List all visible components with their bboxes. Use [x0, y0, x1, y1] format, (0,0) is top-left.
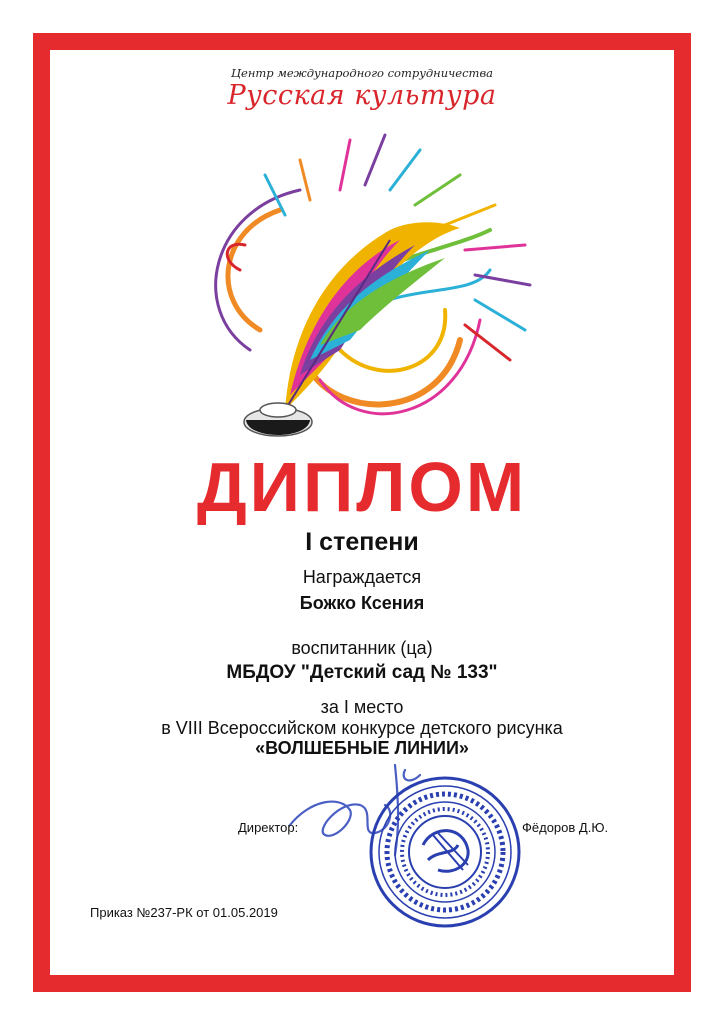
- contest-text: в VIII Всероссийском конкурсе детского рисунка: [161, 718, 563, 738]
- diploma-degree: I степени: [305, 528, 419, 556]
- contest-name: «ВОЛШЕБНЫЕ ЛИНИИ»: [255, 738, 469, 758]
- official-seal-stamp: [368, 775, 523, 930]
- recipient-name: Божко Ксения: [299, 593, 425, 613]
- director-name: Фёдоров Д.Ю.: [522, 820, 609, 835]
- awarded-label: Награждается: [302, 567, 422, 587]
- place-text: за I место: [320, 697, 404, 717]
- institution-name: МБДОУ "Детский сад № 133": [226, 662, 498, 683]
- feather-quill-illustration: [190, 120, 550, 460]
- order-number: Приказ №237-РК от 01.05.2019: [90, 905, 278, 920]
- organization-subtitle: Центр международного сотрудничества: [230, 66, 494, 80]
- director-label: Директор:: [238, 820, 299, 835]
- diploma-title: ДИПЛОМ: [196, 448, 528, 526]
- recipient-role: воспитанник (ца): [291, 638, 433, 658]
- organization-name: Русская культура: [227, 80, 497, 111]
